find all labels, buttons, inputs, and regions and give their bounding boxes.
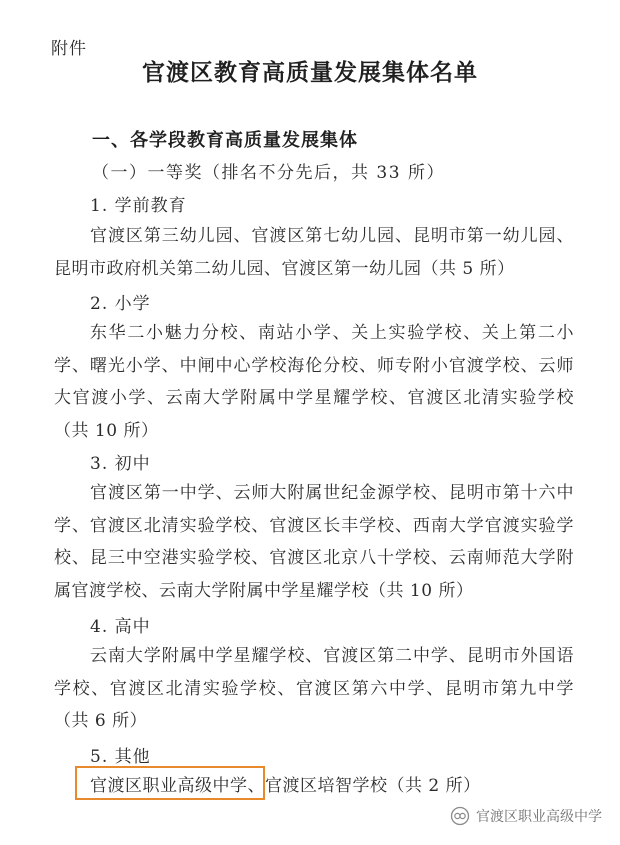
- document-title: 官渡区教育高质量发展集体名单: [142, 59, 478, 86]
- attachment-label: 附件: [51, 39, 87, 59]
- category-senior-label: 4. 高中: [90, 617, 151, 637]
- category-primary-label: 2. 小学: [90, 294, 151, 314]
- category-other-list: 官渡区职业高级中学、官渡区培智学校（共 2 所）: [90, 776, 481, 796]
- highlight-box: [75, 766, 265, 800]
- category-junior-label: 3. 初中: [90, 454, 151, 474]
- category-primary-list: 东华二小魅力分校、南站小学、关上实验学校、关上第二小学、曙光小学、中闸中心学校海伦分校、师专附小官渡学校、云师大官渡小学、云南大学附属中学星耀学校、官渡区北清实验学校（共 10 所）: [54, 323, 574, 441]
- watermark: [450, 806, 602, 826]
- category-preschool-label: 1. 学前教育: [90, 196, 187, 216]
- award-subheading: （一）一等奖（排名不分先后，共 33 所）: [92, 163, 445, 183]
- wechat-official-account-icon: [450, 806, 470, 826]
- category-senior-list: 云南大学附属中学星耀学校、官渡区第二中学、昆明市外国语学校、官渡区北清实验学校、官渡区第六中学、昆明市第九中学（共 6 所）: [54, 646, 574, 731]
- category-preschool-list: 官渡区第三幼儿园、官渡区第七幼儿园、昆明市第一幼儿园、昆明市政府机关第二幼儿园、官渡区第一幼儿园（共 5 所）: [54, 226, 574, 279]
- section-heading: 一、各学段教育高质量发展集体: [92, 130, 358, 151]
- category-other-label: 5. 其他: [90, 747, 151, 767]
- watermark-text: 官渡区职业高级中学: [476, 809, 602, 825]
- category-junior-list: 官渡区第一中学、云师大附属世纪金源学校、昆明市第十六中学、官渡区北清实验学校、官渡区长丰学校、西南大学官渡实验学校、昆三中空港实验学校、官渡区北京八十学校、云南师范大学附属官渡学校、云南大学附属中学星耀学校（共 10 所）: [54, 483, 574, 601]
